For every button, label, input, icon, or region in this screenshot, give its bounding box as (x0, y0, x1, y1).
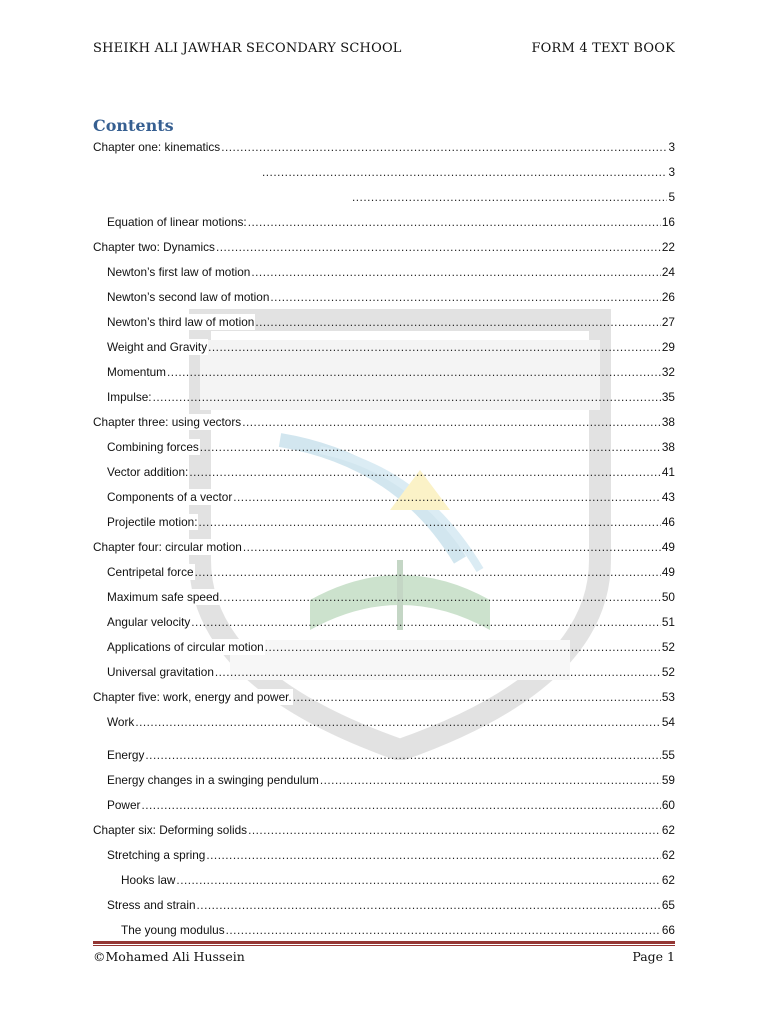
toc-leader-dots (176, 872, 660, 888)
toc-entry-title: Angular velocity (107, 615, 191, 629)
toc-entry[interactable] (107, 389, 675, 405)
toc-entry-page: 66 (661, 923, 675, 937)
toc-leader-dots (197, 897, 661, 913)
toc-entry-page: 53 (661, 690, 675, 704)
toc-entry[interactable] (107, 364, 675, 380)
toc-entry-title: Chapter five: work, energy and power. (93, 690, 292, 704)
toc-leader-dots (206, 847, 661, 863)
page-footer (93, 949, 675, 967)
toc-leader-dots (255, 314, 661, 330)
toc-entry-title: Energy (107, 748, 145, 762)
toc-entry-page: 50 (661, 590, 675, 604)
toc-entry[interactable] (107, 514, 675, 530)
toc-entry-page: 62 (661, 873, 675, 887)
toc-entry[interactable] (107, 664, 675, 680)
toc-entry-title: Chapter three: using vectors (93, 415, 242, 429)
book-title: FORM 4 TEXT BOOK (531, 41, 675, 56)
toc-entry[interactable] (107, 564, 675, 580)
toc-entry[interactable] (107, 439, 675, 455)
toc-entry-page: 43 (661, 490, 675, 504)
toc-leader-dots (265, 639, 661, 655)
toc-entry-page: 54 (661, 715, 675, 729)
toc-entry[interactable] (107, 897, 675, 913)
toc-leader-dots (223, 589, 660, 605)
toc-entry-page: 26 (661, 290, 675, 304)
toc-leader-dots (221, 139, 667, 155)
toc-entry-page: 22 (661, 240, 675, 254)
toc-entry-page: 3 (668, 140, 675, 154)
toc-entry-title: Hooks law (121, 873, 176, 887)
toc-entry-title: Vector addition: (107, 465, 189, 479)
toc-entry-title: Maximum safe speed. (107, 590, 223, 604)
toc-leader-dots (248, 214, 661, 230)
toc-entry[interactable] (107, 214, 675, 230)
toc-entry-page: 3 (668, 165, 675, 179)
footer-rule (93, 941, 675, 944)
toc-entry-title: Momentum (107, 365, 167, 379)
toc-entry-page: 5 (668, 190, 675, 204)
toc-entry[interactable] (107, 639, 675, 655)
toc-entry-title: Stretching a spring (107, 848, 206, 862)
toc-entry-page: 35 (661, 390, 675, 404)
contents-heading: Contents (93, 116, 174, 135)
toc-entry-title: Chapter six: Deforming solids (93, 823, 248, 837)
toc-entry-title: Energy changes in a swinging pendulum (107, 773, 319, 787)
toc-entry-title: Newton’s third law of motion (107, 315, 255, 329)
toc-entry-title: Weight and Gravity (107, 340, 208, 354)
toc-entry[interactable] (107, 264, 675, 280)
toc-entry-title: Work (107, 715, 135, 729)
toc-entry-title: Components of a vector (107, 490, 233, 504)
toc-leader-dots (135, 714, 661, 730)
toc-leader-dots (251, 264, 661, 280)
toc-entry-title: The young modulus (121, 923, 225, 937)
toc-entry[interactable] (121, 872, 675, 888)
toc-entry[interactable] (93, 239, 675, 255)
toc-leader-dots (320, 772, 661, 788)
toc-entry-page: 49 (661, 540, 675, 554)
toc-entry-title: Projectile motion: (107, 515, 198, 529)
toc-entry-page: 29 (661, 340, 675, 354)
toc-entry[interactable] (121, 922, 675, 938)
toc-entry[interactable] (261, 164, 675, 180)
toc-leader-dots (293, 689, 661, 705)
toc-leader-dots (141, 797, 660, 813)
toc-leader-dots (352, 189, 667, 205)
toc-entry-title: Equation of linear motions: (107, 215, 247, 229)
toc-entry-page: 52 (661, 665, 675, 679)
toc-entry-title: Stress and strain (107, 898, 196, 912)
toc-entry-title: Power (107, 798, 141, 812)
toc-leader-dots (198, 514, 660, 530)
toc-leader-dots (226, 922, 661, 938)
toc-leader-dots (189, 464, 661, 480)
toc-entry-page: 16 (661, 215, 675, 229)
toc-leader-dots (191, 614, 661, 630)
toc-entry[interactable] (93, 539, 675, 555)
toc-entry-page: 38 (661, 415, 675, 429)
toc-entry-title: Chapter two: Dynamics (93, 240, 215, 254)
toc-leader-dots (216, 239, 661, 255)
toc-entry-page: 65 (661, 898, 675, 912)
toc-entry[interactable] (107, 747, 675, 763)
toc-leader-dots (248, 822, 661, 838)
toc-entry-title: Chapter four: circular motion (93, 540, 242, 554)
footer-rule-thin (93, 945, 675, 946)
toc-entry[interactable] (107, 339, 675, 355)
toc-entry[interactable] (93, 822, 675, 838)
toc-entry[interactable] (107, 772, 675, 788)
toc-leader-dots (153, 389, 661, 405)
toc-entry-title: Chapter one: kinematics (93, 140, 221, 154)
toc-entry[interactable] (107, 797, 675, 813)
toc-entry[interactable] (107, 714, 675, 730)
toc-entry[interactable] (107, 289, 675, 305)
toc-entry-page: 41 (661, 465, 675, 479)
toc-leader-dots (208, 339, 661, 355)
page-header (93, 41, 675, 61)
toc-entry-page: 51 (661, 615, 675, 629)
toc-entry[interactable] (93, 139, 675, 155)
toc-entry-page: 49 (661, 565, 675, 579)
toc-entry-page: 62 (661, 823, 675, 837)
toc-leader-dots (233, 489, 661, 505)
toc-entry[interactable] (107, 589, 675, 605)
toc-leader-dots (243, 539, 661, 555)
toc-leader-dots (270, 289, 660, 305)
toc-entry-title: Newton’s second law of motion (107, 290, 270, 304)
toc-entry-page: 46 (661, 515, 675, 529)
toc-leader-dots (145, 747, 660, 763)
toc-leader-dots (242, 414, 661, 430)
toc-leader-dots (167, 364, 661, 380)
toc-leader-dots (215, 664, 661, 680)
toc-entry-page: 60 (661, 798, 675, 812)
toc-entry-title: Universal gravitation (107, 665, 214, 679)
toc-entry-title: Newton’s first law of motion (107, 265, 251, 279)
toc-entry[interactable] (93, 414, 675, 430)
toc-leader-dots (195, 564, 661, 580)
toc-entry[interactable] (107, 614, 675, 630)
toc-leader-dots (200, 439, 661, 455)
toc-entry[interactable] (107, 464, 675, 480)
toc-entry-page: 38 (661, 440, 675, 454)
toc-entry-page: 27 (661, 315, 675, 329)
toc-entry-page: 59 (661, 773, 675, 787)
toc-entry[interactable] (107, 847, 675, 863)
toc-entry-title: Combining forces (107, 440, 199, 454)
toc-entry[interactable] (93, 689, 675, 705)
toc-entry[interactable] (107, 489, 675, 505)
toc-entry[interactable] (351, 189, 675, 205)
toc-leader-dots (262, 164, 667, 180)
toc-entry-page: 62 (661, 848, 675, 862)
toc-entry-title: Impulse: (107, 390, 152, 404)
toc-entry-title: Applications of circular motion (107, 640, 264, 654)
toc-entry-page: 32 (661, 365, 675, 379)
toc-entry-page: 52 (661, 640, 675, 654)
author: ©Mohamed Ali Hussein (93, 949, 245, 964)
toc-entry-title: Centripetal force (107, 565, 194, 579)
toc-entry-page: 24 (661, 265, 675, 279)
toc-entry-page: 55 (661, 748, 675, 762)
toc-entry[interactable] (107, 314, 675, 330)
page-number: Page 1 (632, 949, 675, 964)
school-name: SHEIKH ALI JAWHAR SECONDARY SCHOOL (93, 41, 402, 56)
